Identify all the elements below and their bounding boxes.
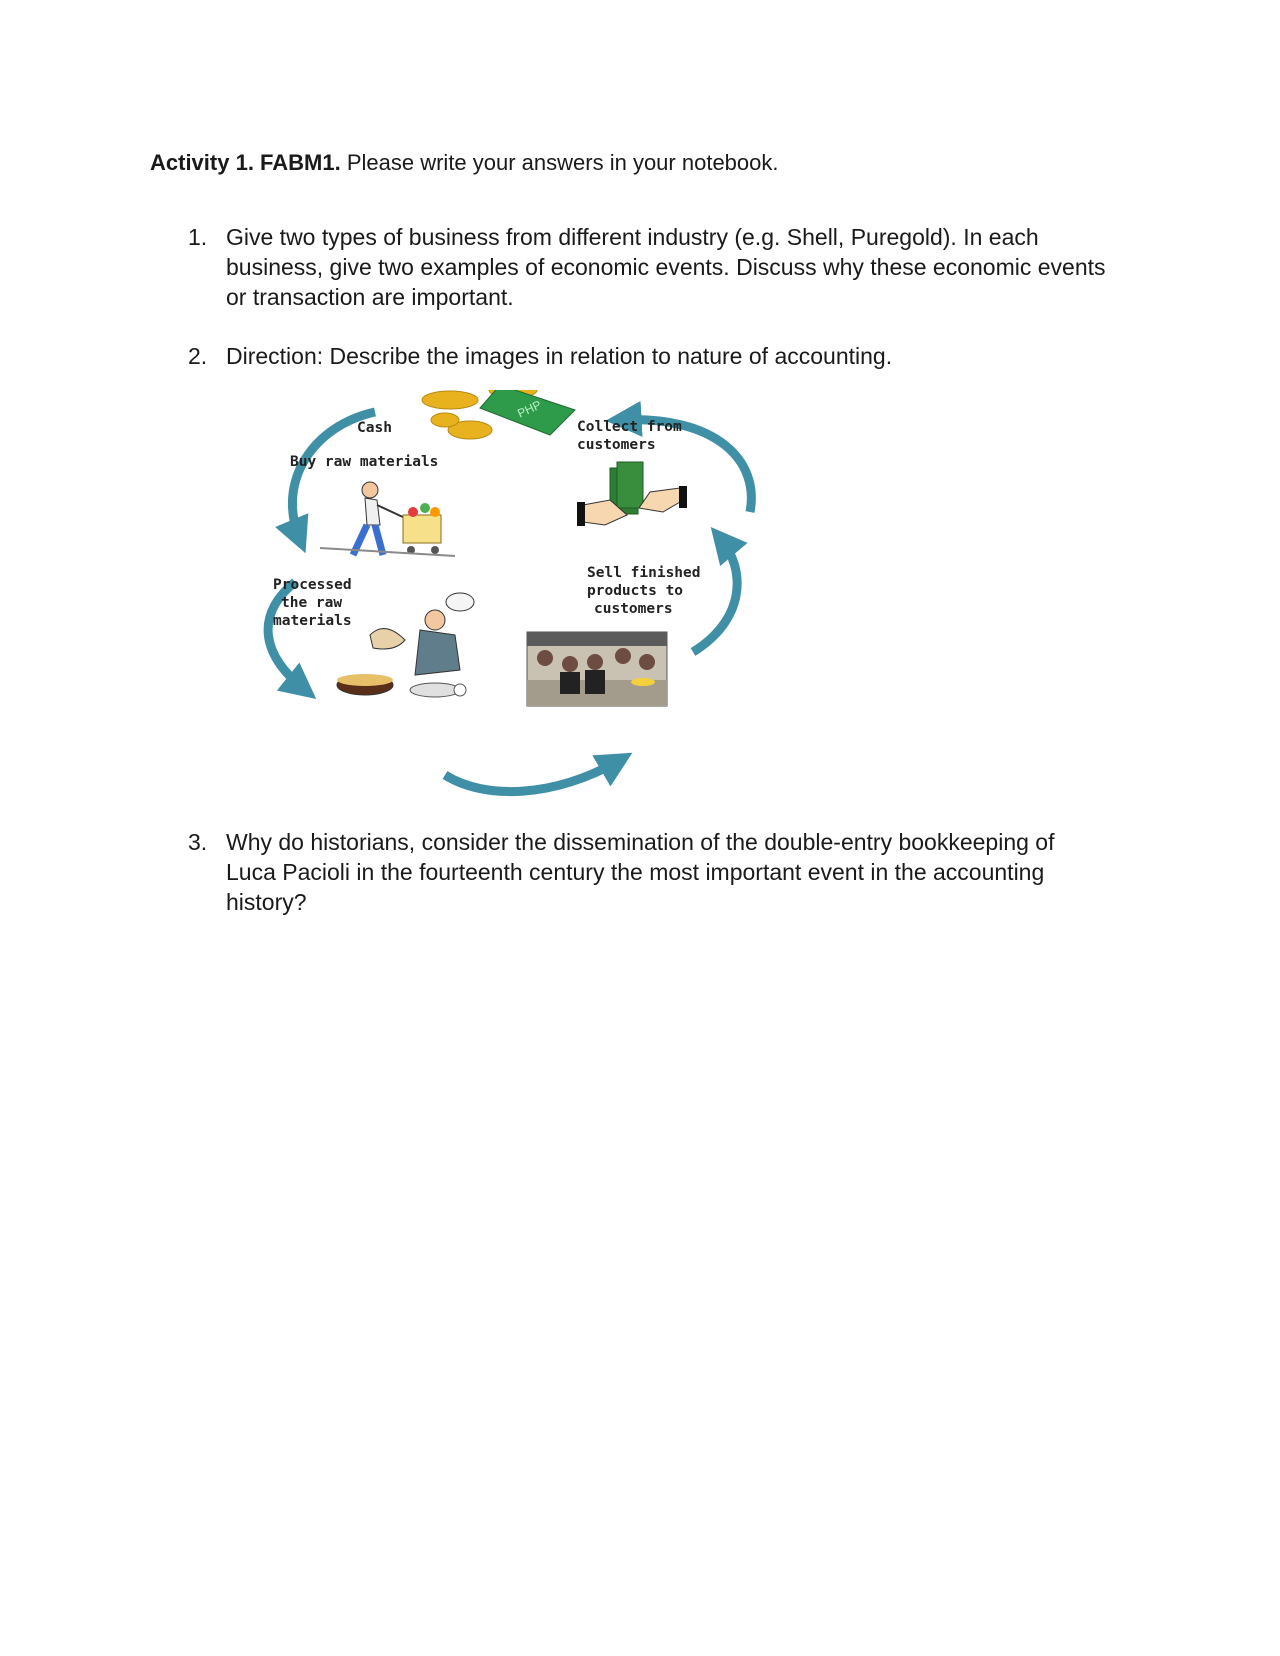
cycle-arrow-bottom	[445, 760, 620, 792]
cycle-arrow-right	[693, 538, 737, 652]
question-2	[188, 341, 1108, 371]
question-1	[188, 222, 1108, 312]
label-sell-line-1: Sell finished	[587, 565, 701, 581]
money-label: PHP	[515, 397, 544, 421]
question-number: 1.	[188, 224, 208, 250]
question-text: Why do historians, consider the dissemination of the double-entry bookkeeping of Luca Pacioli in the fourteenth century the most important event in the accounting history?	[226, 829, 1055, 915]
question-number: 3.	[188, 829, 208, 855]
business-cycle-diagram	[255, 390, 795, 810]
label-collect-line-1: Collect from	[577, 419, 682, 435]
question-number: 2.	[188, 343, 208, 369]
label-cash: Cash	[357, 420, 392, 436]
shop-photo	[527, 632, 667, 706]
activity-instruction: Please write your answers in your notebook.	[340, 150, 779, 175]
money-icon	[422, 390, 575, 439]
shopper-icon	[320, 482, 455, 556]
handshake-money-icon	[577, 462, 687, 526]
label-sell-line-2: products to	[587, 583, 684, 599]
cook-icon	[337, 593, 474, 697]
activity-heading	[150, 148, 779, 178]
label-processed-line-1: Processed	[273, 577, 352, 593]
question-3	[188, 827, 1108, 917]
label-buy-raw-materials: Buy raw materials	[290, 454, 439, 470]
question-text: Give two types of business from different industry (e.g. Shell, Puregold). In each business, give two examples of economic events. Discuss why these economic events or transaction are important.	[226, 224, 1106, 310]
activity-title: Activity 1. FABM1.	[150, 150, 341, 175]
label-sell-line-3: customers	[594, 601, 673, 617]
label-collect-line-2: customers	[577, 437, 656, 453]
question-text: Direction: Describe the images in relation to nature of accounting.	[226, 343, 893, 369]
label-processed-line-2: the raw	[281, 595, 343, 611]
label-processed-line-3: materials	[273, 613, 352, 629]
